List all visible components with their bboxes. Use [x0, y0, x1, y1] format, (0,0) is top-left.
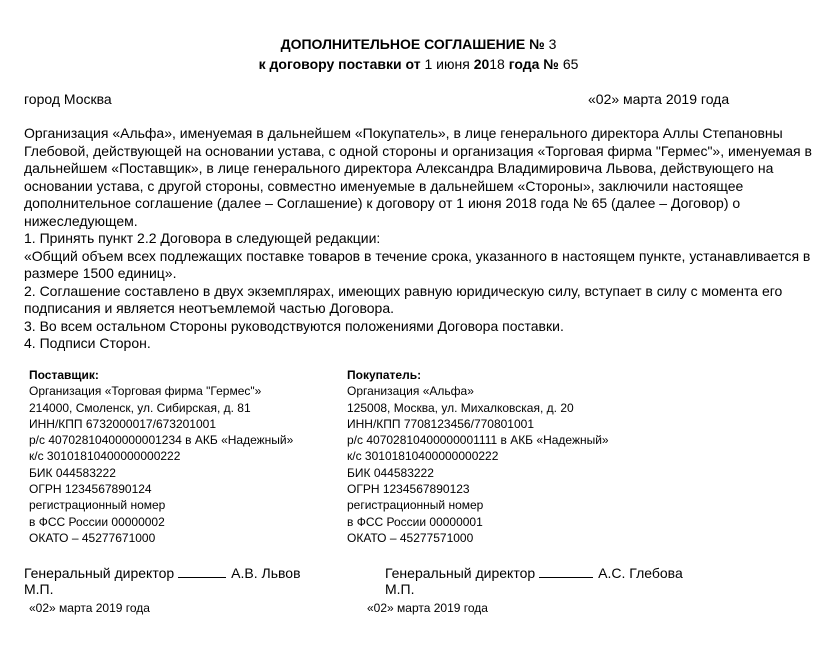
- title-contract-number: 65: [562, 56, 579, 72]
- supplier-signature-name: А.В. Львов: [231, 565, 301, 581]
- buyer-address: 125008, Москва, ул. Михалковская, д. 20: [347, 400, 574, 415]
- buyer-signature-name: А.С. Глебова: [598, 565, 683, 581]
- supplier-address: 214000, Смоленск, ул. Сибирская, д. 81: [29, 400, 251, 415]
- buyer-corr-account: к/с 30101810400000000222: [347, 449, 499, 464]
- title-agreement-number: 3: [548, 36, 557, 52]
- supplier-corr-account: к/с 30101810400000000222: [29, 449, 181, 464]
- buyer-signature-line: [385, 564, 683, 581]
- supplier-reg-number-label: регистрационный номер: [29, 498, 166, 513]
- title-contract-ref: к договору поставки от: [258, 56, 421, 72]
- buyer-org-name: Организация «Альфа»: [347, 384, 474, 399]
- clause-2: 2. Соглашение составлено в двух экземплярах, имеющих равную юридическую силу, вступает в силу с момента его подписания и является неотъемлемой частью Договора.: [24, 282, 783, 316]
- clause-1: 1. Принять пункт 2.2 Договора в следующей редакции:: [24, 230, 381, 246]
- place-of-signing: город Москва: [24, 91, 112, 107]
- supplier-details: [29, 367, 293, 546]
- buyer-bik: БИК 044583222: [347, 465, 434, 480]
- buyer-sign-date: «02» марта 2019 года: [367, 601, 488, 615]
- clause-3: 3. Во всем остальном Стороны руководствуются положениями Договора поставки.: [24, 317, 564, 334]
- buyer-ogrn: ОГРН 1234567890123: [347, 482, 470, 497]
- supplier-fss-number: в ФСС России 00000002: [29, 514, 165, 529]
- supplier-okato: ОКАТО – 45277671000: [29, 530, 156, 545]
- buyer-okato: ОКАТО – 45277571000: [347, 530, 474, 545]
- supplier-ogrn: ОГРН 1234567890124: [29, 482, 152, 497]
- supplier-sign-date: «02» марта 2019 года: [29, 601, 150, 615]
- supplier-account: р/с 40702810400000001234 в АКБ «Надежный»: [29, 433, 294, 448]
- buyer-account: р/с 40702810400000001111 в АКБ «Надежный»: [347, 433, 609, 448]
- supplier-stamp-place: М.П.: [24, 581, 54, 597]
- title-contract-number-label: года №: [508, 56, 559, 72]
- buyer-details: [347, 367, 609, 546]
- agreement-date: «02» марта 2019 года: [588, 91, 730, 107]
- buyer-fss-number: в ФСС России 00000001: [347, 514, 483, 529]
- clause-4: 4. Подписи Сторон.: [24, 335, 151, 351]
- buyer-reg-number-label: регистрационный номер: [347, 498, 484, 513]
- supplier-heading: Поставщик:: [29, 368, 99, 382]
- buyer-heading: Покупатель:: [347, 368, 422, 382]
- buyer-stamp-place: М.П.: [385, 581, 415, 597]
- agreement-body: [24, 125, 814, 353]
- buyer-signature-role: Генеральный директор: [385, 565, 536, 581]
- preamble-paragraph: Организация «Альфа», именуемая в дальнейшем «Покупатель», в лице генерального директора Аллы Степановны Глебовой, действующей на основании устава, с одной стороны и организация «Торговая фирма "Гермес"», именуемая в дальнейшем «Поставщик», в лице генерального директора Александра Владимировича Львова, действующего на основании устава, с другой стороны, совместно именуемые в дальнейшем «Стороны», заключили настоящее дополнительное соглашение (далее – Соглашение) к договору от 1 июня 2018 года № 65 (далее – Договор) о нижеследующем.: [24, 125, 812, 229]
- title-contract-year-prefix: 20: [473, 56, 490, 72]
- supplier-org-name: Организация «Торговая фирма "Гермес"»: [29, 384, 262, 399]
- supplier-inn-kpp: ИНН/КПП 6732000017/673201001: [29, 416, 217, 431]
- title-contract-year-suffix: 18: [489, 56, 505, 72]
- document-title-line2: [0, 56, 837, 72]
- supplier-signature-role: Генеральный директор: [24, 565, 175, 581]
- supplier-signature-line: [24, 564, 301, 581]
- supplier-signature-blank: [178, 564, 226, 578]
- supplier-bik: БИК 044583222: [29, 465, 116, 480]
- buyer-signature-blank: [539, 564, 593, 578]
- document-title-line1: [0, 36, 837, 52]
- clause-1-quote: «Общий объем всех подлежащих поставке товаров в течение срока, указанного в настоящем пункте, устанавливается в размере 1500 единиц».: [24, 247, 811, 281]
- buyer-inn-kpp: ИНН/КПП 7708123456/770801001: [347, 416, 535, 431]
- title-text: ДОПОЛНИТЕЛЬНОЕ СОГЛАШЕНИЕ №: [280, 36, 545, 52]
- title-contract-day: 1 июня: [424, 56, 470, 72]
